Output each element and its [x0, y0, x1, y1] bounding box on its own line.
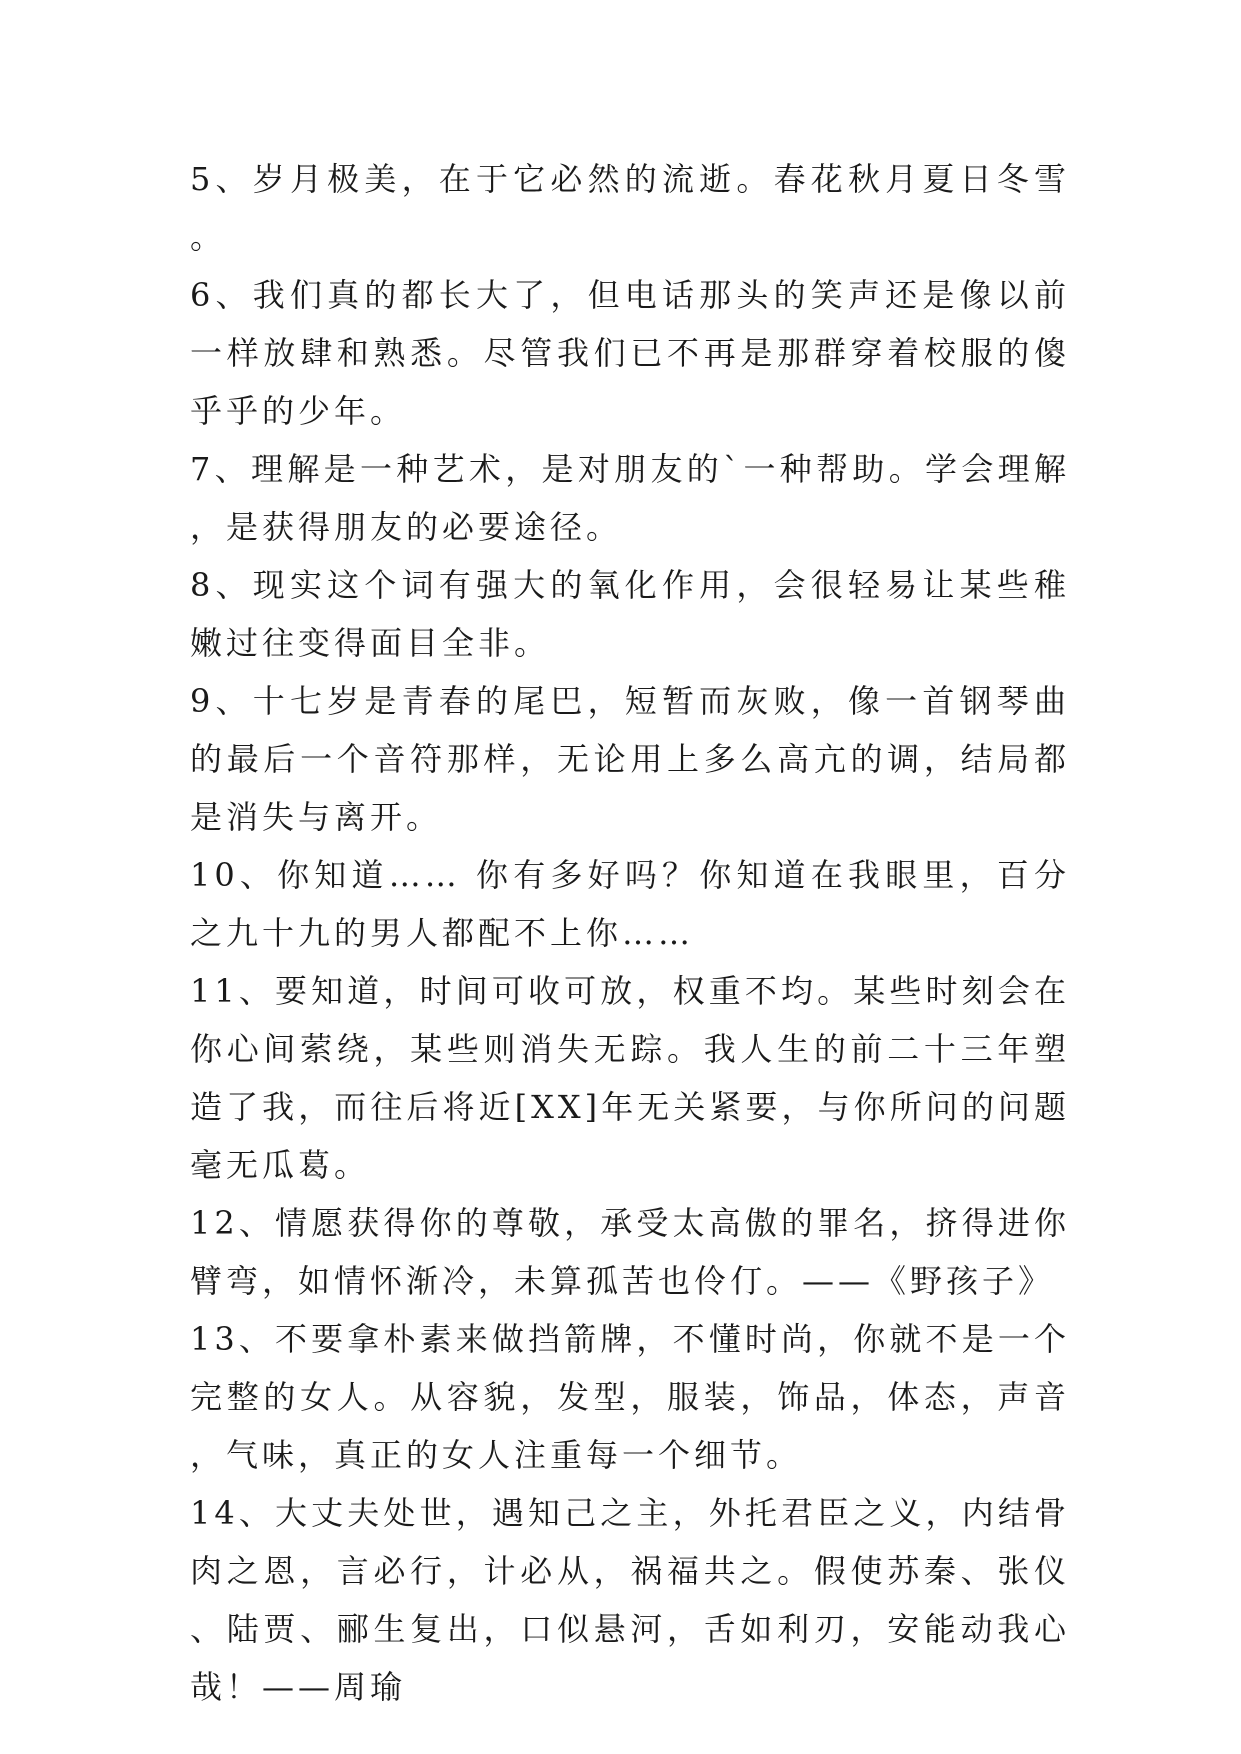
quote-paragraph-9: 9、十七岁是青春的尾巴，短暂而灰败，像一首钢琴曲的最后一个音符那样，无论用上多么高亢的调，结局都是消失与离开。	[190, 682, 1070, 836]
quote-paragraph-7: 7、理解是一种艺术，是对朋友的`一种帮助。学会理解，是获得朋友的必要途径。	[190, 450, 1070, 546]
quote-paragraph-12: 12、情愿获得你的尊敬，承受太高傲的罪名，挤得进你臂弯，如情怀渐冷，未算孤苦也伶仃。——《野孩子》	[190, 1204, 1070, 1300]
quote-paragraph-5: 5、岁月极美，在于它必然的流逝。春花秋月夏日冬雪。	[190, 160, 1070, 256]
quote-paragraph-11: 11、要知道，时间可收可放，权重不均。某些时刻会在你心间萦绕，某些则消失无踪。我人生的前二十三年塑造了我，而往后将近[XX]年无关紧要，与你所问的问题毫无瓜葛。	[190, 972, 1070, 1184]
quote-paragraph-14: 14、大丈夫处世，遇知己之主，外托君臣之义，内结骨肉之恩，言必行，计必从，祸福共之。假使苏秦、张仪、陆贾、郦生复出，口似悬河，舌如利刃，安能动我心哉！——周瑜	[190, 1494, 1070, 1706]
quote-paragraph-13: 13、不要拿朴素来做挡箭牌，不懂时尚，你就不是一个完整的女人。从容貌，发型，服装，饰品，体态，声音，气味，真正的女人注重每一个细节。	[190, 1320, 1070, 1474]
quote-paragraph-6: 6、我们真的都长大了，但电话那头的笑声还是像以前一样放肆和熟悉。尽管我们已不再是那群穿着校服的傻乎乎的少年。	[190, 276, 1070, 430]
document-page	[190, 150, 1070, 1706]
quote-paragraph-8: 8、现实这个词有强大的氧化作用，会很轻易让某些稚嫩过往变得面目全非。	[190, 566, 1070, 662]
quote-paragraph-10: 10、你知道…… 你有多好吗？你知道在我眼里，百分之九十九的男人都配不上你……	[190, 856, 1070, 952]
